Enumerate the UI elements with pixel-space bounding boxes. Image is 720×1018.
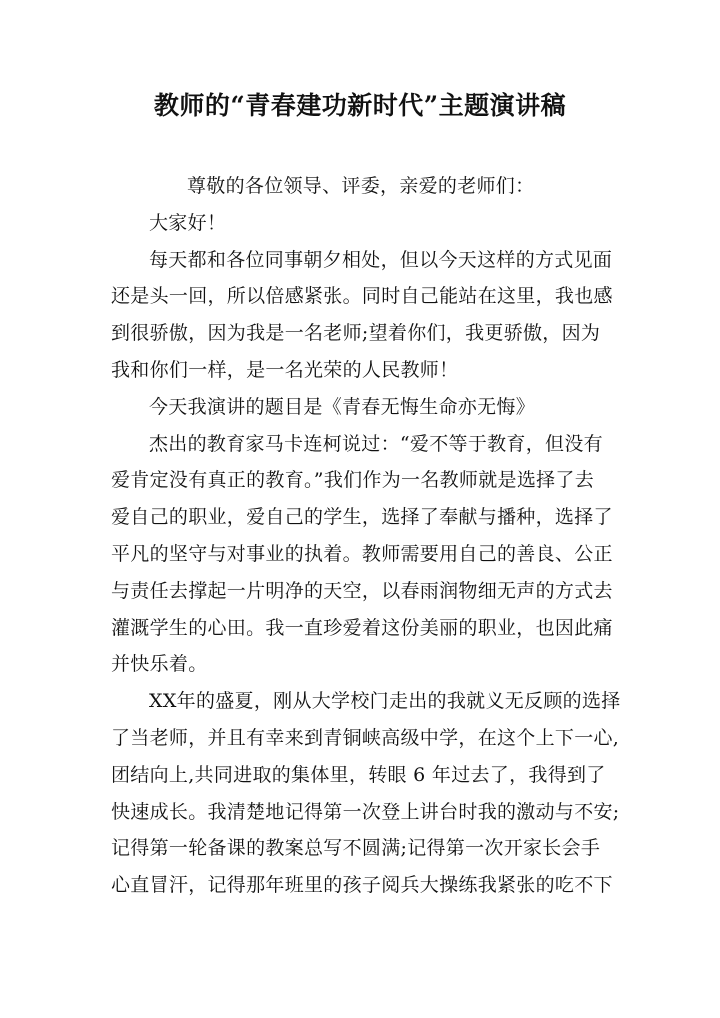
body-line: 杰出的教育家马卡连柯说过：“爱不等于教育，但没有: [149, 432, 603, 455]
body-line: 并快乐着。: [111, 653, 208, 676]
body-line: 爱肯定没有真正的教育。”我们作为一名教师就是选择了去: [111, 469, 595, 492]
body-line: 记得第一轮备课的教案总写不圆满;记得第一次开家长会手: [111, 837, 601, 860]
body-line: 我和你们一样，是一名光荣的人民教师！: [111, 358, 459, 381]
body-line: 到很骄傲，因为我是一名老师;望着你们，我更骄傲，因为: [111, 322, 601, 345]
body-line: 心直冒汗，记得那年班里的孩子阅兵大操练我紧张的吃不下: [111, 874, 613, 897]
body-line: 爱自己的职业，爱自己的学生，选择了奉献与播种，选择了: [111, 506, 613, 529]
body-line: 还是头一回，所以倍感紧张。同时自己能站在这里，我也感: [111, 285, 613, 308]
body-lines: [111, 205, 621, 904]
body-line: XX年的盛夏，刚从大学校门走出的我就义无反顾的选择: [149, 690, 621, 713]
body-line: 灌溉学生的心田。我一直珍爱着这份美丽的职业，也因此痛: [111, 616, 613, 639]
salutation: 尊敬的各位领导、评委，亲爱的老师们：: [187, 175, 535, 197]
body-line: 今天我演讲的题目是《青春无悔生命亦无悔》: [149, 395, 536, 418]
body-line: 平凡的坚守与对事业的执着。教师需要用自己的善良、公正: [111, 542, 613, 565]
body-line: 与责任去撑起一片明净的天空，以春雨润物细无声的方式去: [111, 579, 613, 602]
body-line: 快速成长。我清楚地记得第一次登上讲台时我的激动与不安;: [111, 800, 620, 823]
body-line: 大家好！: [149, 211, 227, 234]
body-line: 团结向上,共同进取的集体里，转眼 6 年过去了，我得到了: [111, 763, 606, 786]
body-line: 了当老师，并且有幸来到青铜峡高级中学，在这个上下一心,: [111, 726, 620, 749]
body-line: 每天都和各位同事朝夕相处，但以今天这样的方式见面: [149, 248, 613, 271]
document-body: [111, 168, 621, 904]
document-title: 教师的“青春建功新时代”主题演讲稿: [153, 91, 567, 120]
